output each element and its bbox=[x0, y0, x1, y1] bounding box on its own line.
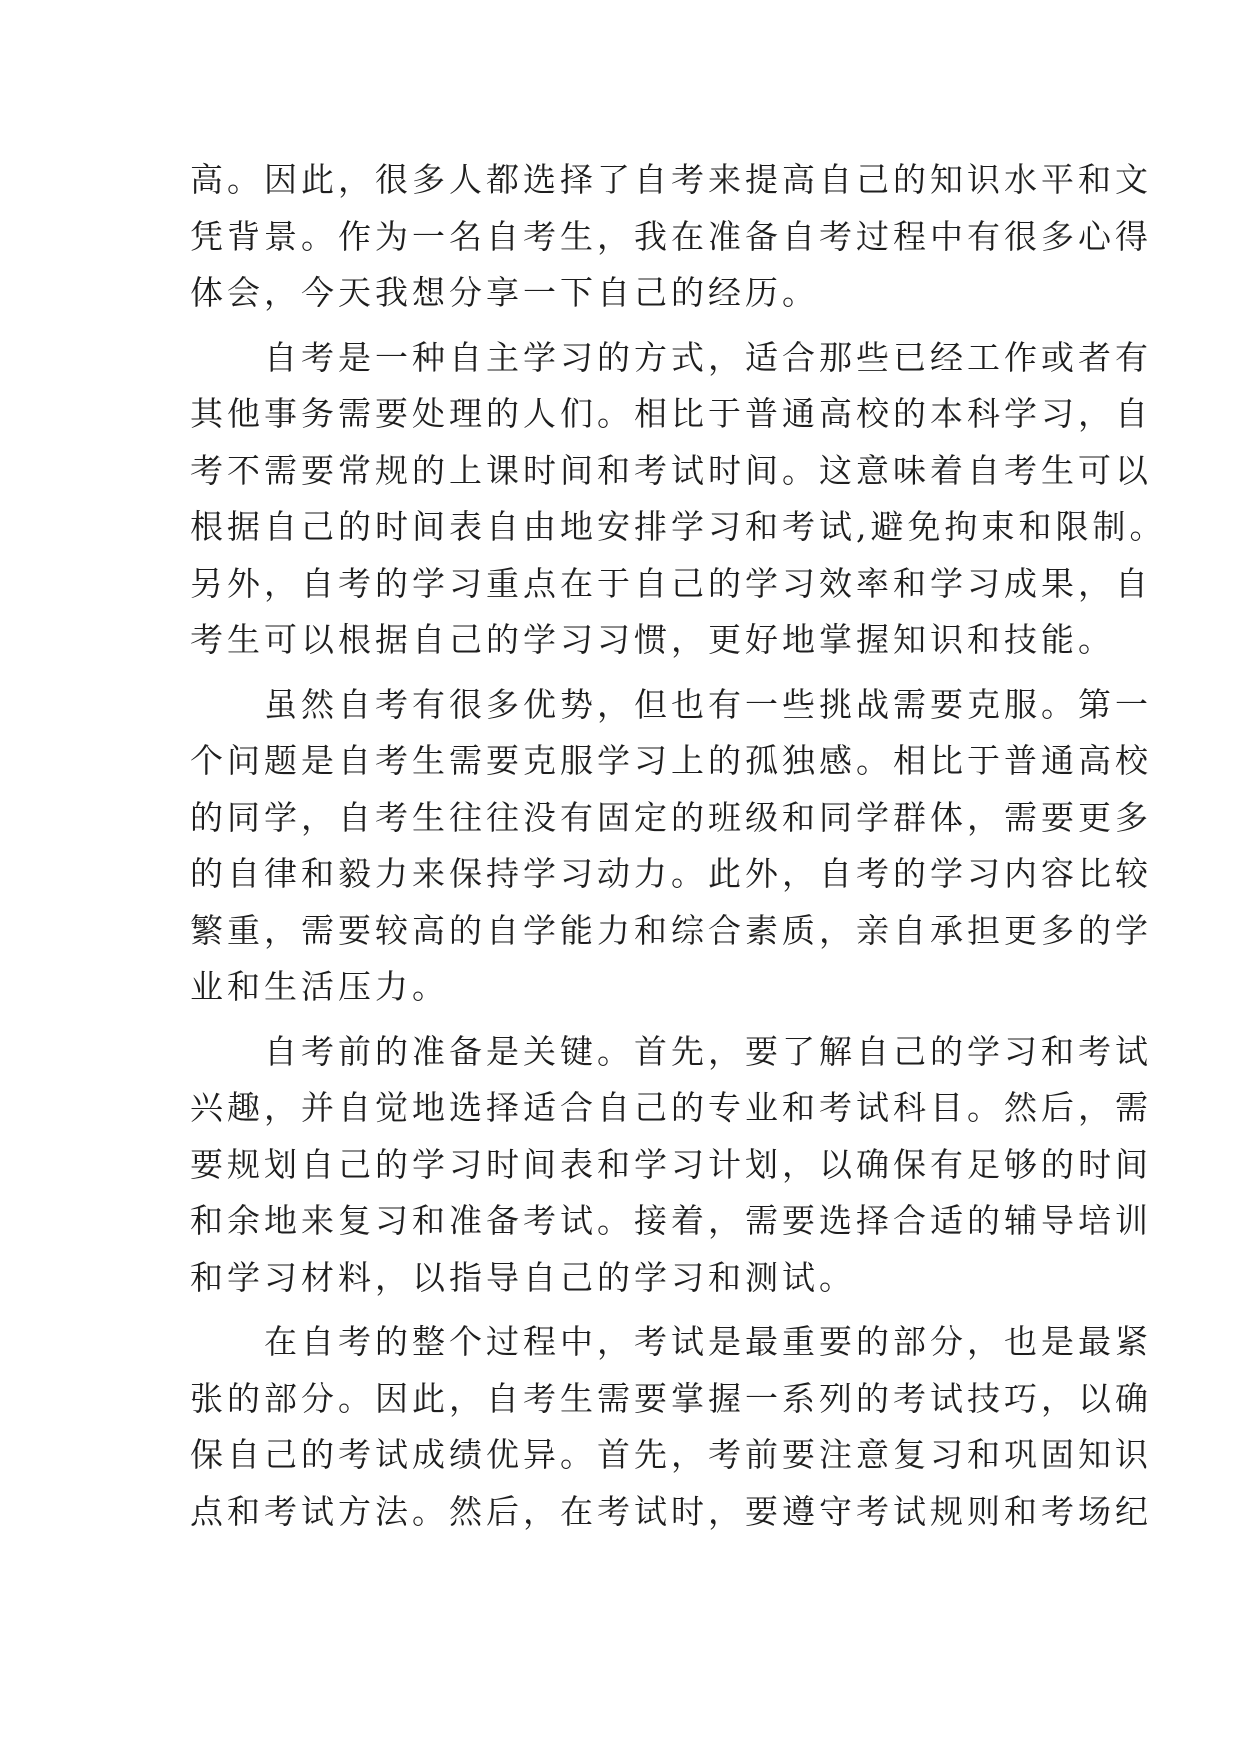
body-text bbox=[190, 152, 1167, 1540]
text-line: 的同学，自考生往往没有固定的班级和同学群体，需要更多 bbox=[190, 797, 1152, 837]
text-line: 要规划自己的学习时间表和学习计划，以确保有足够的时间 bbox=[190, 1144, 1152, 1184]
text-line: 保自己的考试成绩优异。首先，考前要注意复习和巩固知识 bbox=[190, 1435, 1152, 1474]
text-line: 自考是一种自主学习的方式，适合那些已经工作或者有 bbox=[190, 337, 1152, 377]
text-line: 和学习材料，以指导自己的学习和测试。 bbox=[190, 1257, 856, 1297]
paragraph-3 bbox=[190, 677, 1152, 1016]
text-line: 的自律和毅力来保持学习动力。此外，自考的学习内容比较 bbox=[190, 854, 1152, 893]
text-line: 自考前的准备是关键。首先，要了解自己的学习和考试 bbox=[190, 1031, 1152, 1071]
text-line: 繁重，需要较高的自学能力和综合素质，亲自承担更多的学 bbox=[190, 910, 1152, 950]
text-line: 和余地来复习和准备考试。接着，需要选择合适的辅导培训 bbox=[190, 1201, 1152, 1240]
text-line: 虽然自考有很多优势，但也有一些挑战需要克服。第一 bbox=[190, 684, 1152, 724]
text-line: 凭背景。作为一名自考生，我在准备自考过程中有很多心得 bbox=[190, 216, 1152, 256]
paragraph-2 bbox=[190, 330, 1167, 669]
text-line: 考生可以根据自己的学习习惯，更好地掌握知识和技能。 bbox=[190, 620, 1115, 659]
paragraph-5 bbox=[190, 1314, 1152, 1540]
text-line: 点和考试方法。然后，在考试时，要遵守考试规则和考场纪 bbox=[190, 1491, 1152, 1531]
text-line: 体会，今天我想分享一下自己的经历。 bbox=[190, 273, 819, 312]
text-line: 在自考的整个过程中，考试是最重要的部分，也是最紧 bbox=[190, 1322, 1152, 1361]
paragraph-1 bbox=[190, 152, 1152, 322]
text-line: 考不需要常规的上课时间和考试时间。这意味着自考生可以 bbox=[190, 450, 1152, 490]
text-line: 个问题是自考生需要克服学习上的孤独感。相比于普通高校 bbox=[190, 741, 1152, 780]
text-line: 张的部分。因此，自考生需要掌握一系列的考试技巧，以确 bbox=[190, 1378, 1152, 1418]
text-line: 根据自己的时间表自由地安排学习和考试,避免拘束和限制。 bbox=[190, 507, 1167, 546]
text-line: 另外，自考的学习重点在于自己的学习效率和学习成果，自 bbox=[190, 563, 1152, 603]
paragraph-4 bbox=[190, 1024, 1152, 1307]
text-line: 兴趣，并自觉地选择适合自己的专业和考试科目。然后，需 bbox=[190, 1088, 1152, 1127]
text-line: 高。因此，很多人都选择了自考来提高自己的知识水平和文 bbox=[190, 160, 1152, 199]
text-line: 其他事务需要处理的人们。相比于普通高校的本科学习，自 bbox=[190, 394, 1152, 433]
text-line: 业和生活压力。 bbox=[190, 967, 449, 1006]
